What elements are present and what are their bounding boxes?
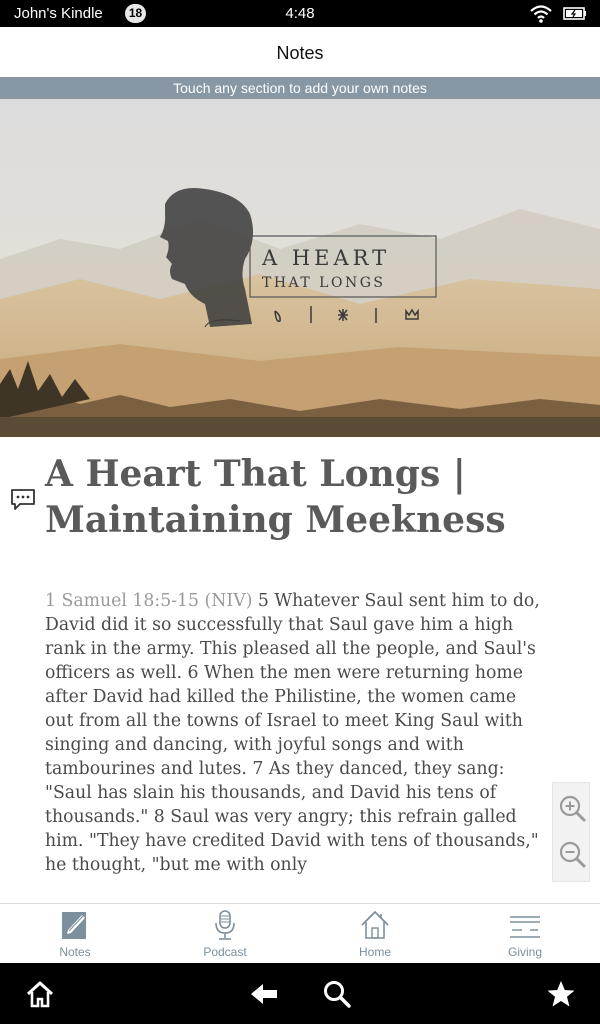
microphone-icon — [210, 909, 240, 941]
scripture-reference[interactable]: 1 Samuel 18:5-15 (NIV) — [45, 591, 253, 611]
card-icon — [510, 909, 540, 941]
hero-illustration — [0, 99, 600, 437]
tab-giving[interactable] — [450, 904, 600, 964]
zoom-in-icon[interactable] — [557, 793, 587, 823]
battery-icon — [563, 7, 587, 20]
title-bar — [0, 27, 600, 77]
hero-title-line2: THAT LONGS — [262, 275, 386, 291]
zoom-out-icon[interactable] — [557, 839, 587, 869]
post-body[interactable] — [45, 589, 540, 877]
tab-podcast-label: Podcast — [203, 945, 247, 959]
star-icon[interactable] — [546, 979, 576, 1009]
tab-podcast[interactable] — [150, 904, 300, 964]
wifi-icon — [530, 5, 552, 23]
scripture-text: 5 Whatever Saul sent him to do, David did it so successfully that Saul gave him a high rank in the army. This pleased all the people, and Saul's officers as well. 6 When the men were returning home after David had killed the Philistine, the women came out from all the towns of Israel to meet King Saul with singing and dancing, with joyful songs and with tambourines and lutes. 7 As they danced, they sang: "Saul has slain his thousands, and David his tens of thousands." 8 Saul was very angry; this refrain galled him. "They have credited David with tens of thousands," he thought, "but me with only — [45, 591, 540, 875]
home-icon[interactable] — [25, 979, 55, 1009]
back-arrow-icon[interactable] — [249, 979, 279, 1009]
tab-home[interactable] — [300, 904, 450, 964]
home-icon — [360, 909, 390, 941]
post-content[interactable] — [0, 437, 600, 903]
tab-notes[interactable] — [0, 904, 150, 964]
search-icon[interactable] — [322, 979, 352, 1009]
hero-title-line1: A HEART — [262, 246, 391, 270]
zoom-controls — [552, 782, 590, 882]
status-bar — [0, 0, 600, 27]
notes-icon — [60, 909, 90, 941]
tab-home-label: Home — [358, 945, 391, 959]
notification-badge[interactable]: 18 — [125, 4, 146, 23]
hint-banner: Touch any section to add your own notes — [0, 77, 600, 99]
page-title: Notes — [276, 43, 324, 63]
device-name: John's Kindle — [14, 5, 103, 22]
system-nav-bar — [0, 963, 600, 1024]
status-time: 4:48 — [285, 5, 315, 22]
bottom-tab-bar — [0, 903, 600, 963]
tab-notes-label: Notes — [59, 945, 91, 959]
hero-image — [0, 99, 600, 437]
post-title: A Heart That Longs | Maintaining Meekness — [45, 453, 506, 541]
tab-giving-label: Giving — [507, 945, 542, 959]
comment-icon[interactable] — [10, 488, 36, 510]
